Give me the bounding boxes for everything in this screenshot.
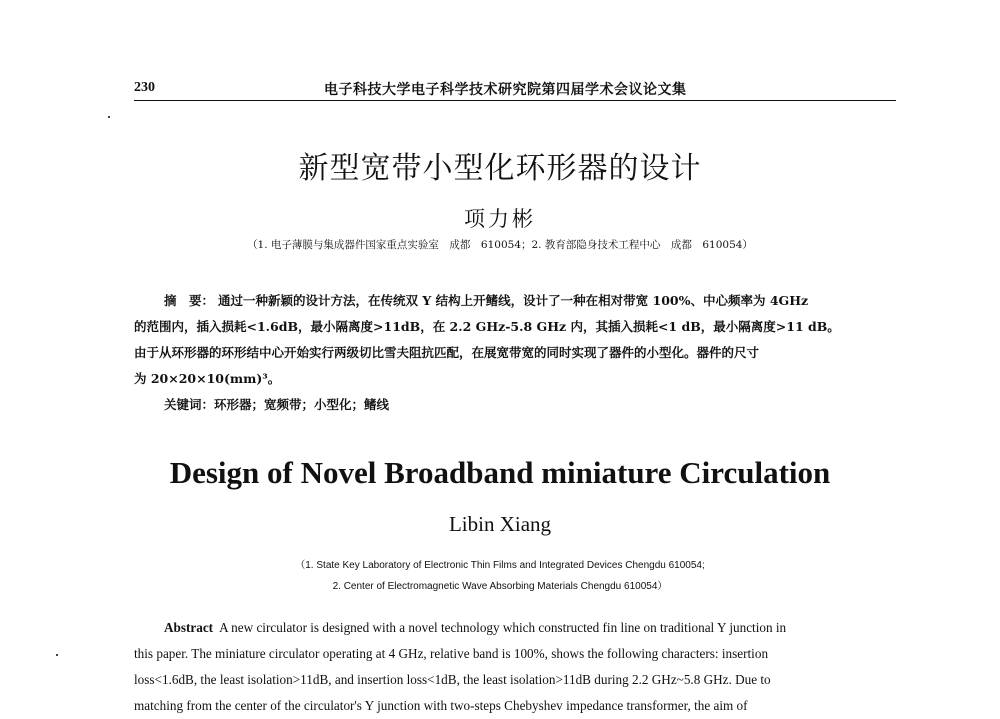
english-affiliation-line: （1. State Key Laboratory of Electronic Thin Films and Integrated Devices Chengdu 610054; [295,560,705,571]
chinese-author: 项力彬 [464,207,536,231]
scan-speck [56,654,58,656]
english-abstract-line: this paper. The miniature circulator operating at 4 GHz, relative band is 100%, shows the following characters: insertion [134,646,769,661]
chinese-abstract-line: 由于从环形器的环形结中心开始实行两级切比雪夫阻抗匹配，在展宽带宽的同时实现了器件的小型化。器件的尺寸 [134,345,760,360]
english-abstract-line: Abstract A new circulator is designed with a novel technology which constructed fin line on traditional Y junction in [164,620,787,635]
chinese-abstract-line: 的范围内，插入损耗<1.6dB，最小隔离度>11dB，在 2.2 GHz-5.8 GHz 内，其插入损耗<1 dB，最小隔离度>11 dB。 [134,319,840,334]
running-head: 电子科技大学电子科学技术研究院第四届学术会议论文集 [324,82,687,98]
english-title: Design of Novel Broadband miniature Circulation [169,455,831,490]
english-abstract-line: loss<1.6dB, the least isolation>11dB, and insertion loss<1dB, the least isolation>11dB during 2.2 GHz~5.8 GHz. Due to [134,672,771,687]
chinese-abstract-line: 为 20×20×10(mm)³。 [134,371,281,386]
page-header [134,78,896,101]
chinese-affiliation: （1. 电子薄膜与集成器件国家重点实验室 成都 610054；2. 教育部隐身技术工程中心 成都 610054） [247,239,753,251]
chinese-abstract-line: 摘 要： 通过一种新颖的设计方法，在传统双 Y 结构上开鳍线，设计了一种在相对带宽 100%、中心频率为 4GHz [164,293,809,308]
english-abstract [134,615,896,719]
chinese-abstract-label: 摘 要： [164,293,215,308]
english-affiliation [0,555,1000,597]
english-abstract-label: Abstract [164,620,214,635]
english-abstract-line: matching from the center of the circulator's Y junction with two-steps Chebyshev impedance transformer, the aim of [134,698,748,713]
chinese-abstract [134,288,896,392]
english-affiliation-line: 2. Center of Electromagnetic Wave Absorbing Materials Chengdu 610054） [332,581,668,592]
scan-speck [108,116,110,118]
english-author: Libin Xiang [448,512,552,536]
chinese-title: 新型宽带小型化环形器的设计 [298,151,702,186]
page-number: 230 [134,80,155,95]
chinese-keywords: 关键词：环形器；宽频带；小型化；鳍线 [164,397,390,412]
